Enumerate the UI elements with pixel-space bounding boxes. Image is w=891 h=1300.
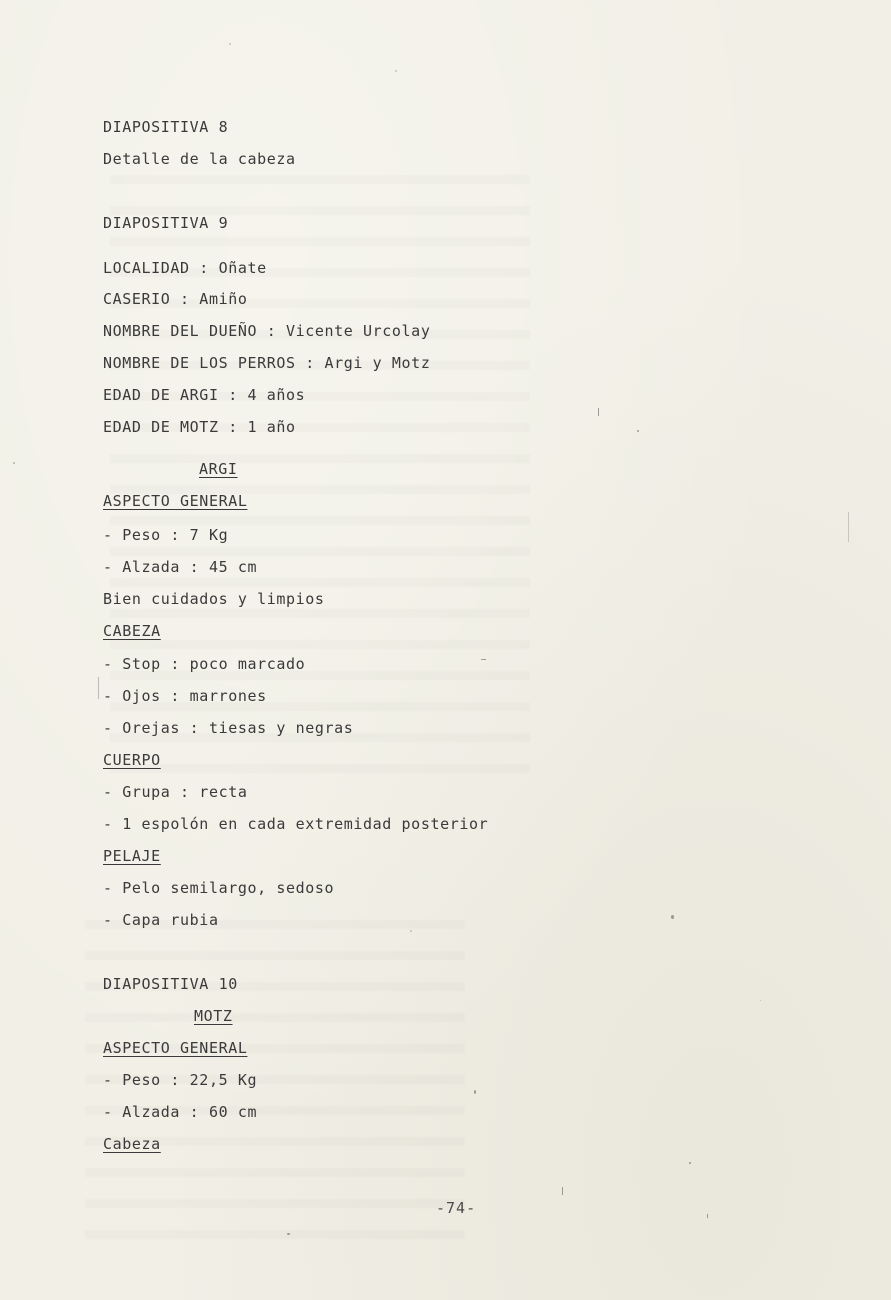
argi-condition-line: Bien cuidados y limpios (103, 590, 325, 608)
slide-9-heading: DIAPOSITIVA 9 (103, 214, 229, 232)
argi-color-line: - Capa rubia (103, 911, 219, 929)
argi-height-line: - Alzada : 45 cm (103, 558, 258, 576)
dust-speck (848, 512, 849, 542)
page-number: -74- (436, 1199, 477, 1217)
motz-general-aspect-heading: ASPECTO GENERAL (103, 1039, 248, 1057)
argi-ears-line: - Orejas : tiesas y negras (103, 719, 354, 737)
dogs-names-line: NOMBRE DE LOS PERROS : Argi y Motz (103, 354, 431, 372)
slide-10-heading: DIAPOSITIVA 10 (103, 975, 238, 993)
slide-8-description: Detalle de la cabeza (103, 150, 296, 168)
dust-speck (98, 677, 99, 699)
dust-speck (760, 1000, 761, 1001)
argi-stop-line: - Stop : poco marcado (103, 655, 306, 673)
motz-head-heading: Cabeza (103, 1135, 161, 1153)
argi-weight-line: - Peso : 7 Kg (103, 526, 229, 544)
dust-speck (481, 659, 486, 660)
dust-speck (13, 462, 15, 464)
argi-coat-heading: PELAJE (103, 847, 161, 865)
argi-body-heading: CUERPO (103, 751, 161, 769)
motz-height-line: - Alzada : 60 cm (103, 1103, 258, 1121)
motz-age-line: EDAD DE MOTZ : 1 año (103, 418, 296, 436)
dust-speck (637, 430, 639, 432)
argi-age-line: EDAD DE ARGI : 4 años (103, 386, 306, 404)
argi-eyes-line: - Ojos : marrones (103, 687, 267, 705)
argi-hair-line: - Pelo semilargo, sedoso (103, 879, 335, 897)
slide-8-heading: DIAPOSITIVA 8 (103, 118, 229, 136)
dust-speck (707, 1214, 708, 1218)
dust-speck (410, 930, 412, 932)
dust-speck (395, 70, 397, 72)
argi-dewclaw-line: - 1 espolón en cada extremidad posterior (103, 815, 489, 833)
argi-general-aspect-heading: ASPECTO GENERAL (103, 492, 248, 510)
dust-speck (287, 1233, 290, 1235)
dust-speck (598, 408, 599, 416)
motz-weight-line: - Peso : 22,5 Kg (103, 1071, 258, 1089)
owner-name-line: NOMBRE DEL DUEÑO : Vicente Urcolay (103, 322, 431, 340)
argi-head-heading: CABEZA (103, 622, 161, 640)
dust-speck (562, 1187, 563, 1195)
farmhouse-line: CASERIO : Amiño (103, 290, 248, 308)
argi-heading: ARGI (199, 460, 238, 478)
dust-speck (474, 1090, 476, 1094)
dust-speck (689, 1162, 691, 1164)
motz-heading: MOTZ (194, 1007, 233, 1025)
locality-line: LOCALIDAD : Oñate (103, 259, 267, 277)
dust-speck (229, 43, 231, 45)
dust-speck (671, 915, 674, 919)
argi-croup-line: - Grupa : recta (103, 783, 248, 801)
